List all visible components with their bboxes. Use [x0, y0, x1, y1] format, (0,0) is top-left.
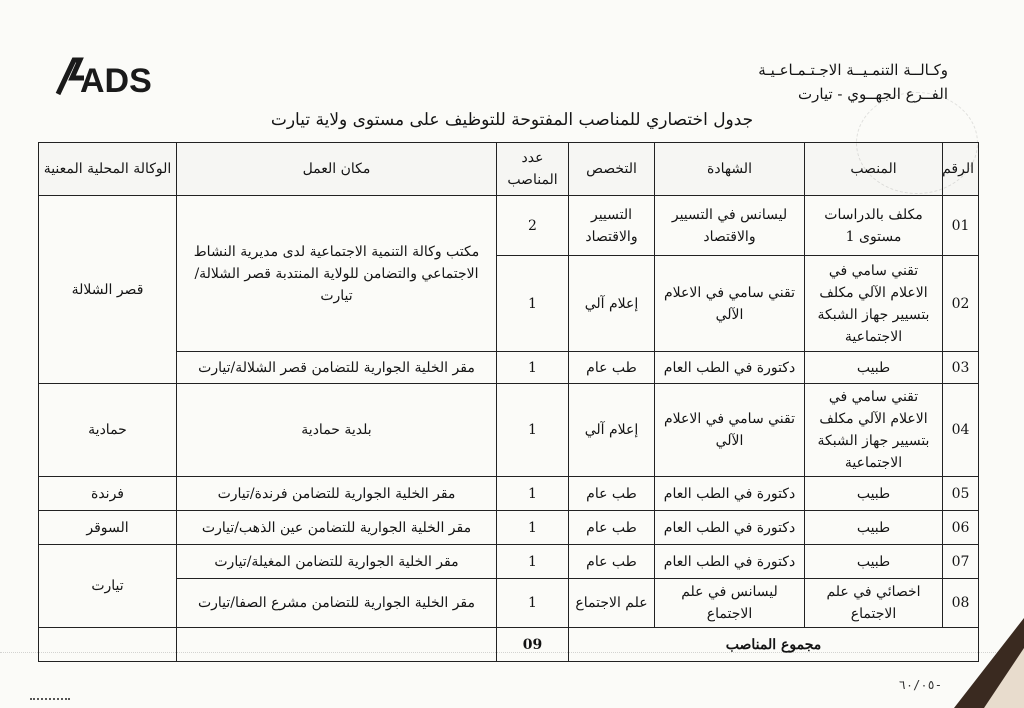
cell-rank: 06: [943, 511, 979, 545]
table-row: [39, 579, 979, 628]
cell-workplace: مقر الخلية الجوارية للتضامن فرندة/تيارت: [177, 477, 497, 511]
logo-text: ADS: [80, 62, 152, 100]
cell-certificate: دكتورة في الطب العام: [655, 511, 805, 545]
cell-certificate: ليسانس في علم الاجتماع: [655, 579, 805, 628]
cell-count: 1: [497, 477, 569, 511]
cell-local-agency: تيارت: [39, 545, 177, 628]
page-corner-fold-inner: [984, 648, 1024, 708]
header-count: عدد المناصب: [497, 143, 569, 196]
table-row: [39, 545, 979, 579]
table-row: [39, 352, 979, 384]
cell-workplace: مكتب وكالة التنمية الاجتماعية لدى مديرية النشاط الاجتماعي والتضامن للولاية المنتدبة قصر الشلالة/تيارت: [177, 196, 497, 352]
table-row: [39, 384, 979, 477]
cell-rank: 07: [943, 545, 979, 579]
cell-workplace: مقر الخلية الجوارية للتضامن مشرع الصفا/تيارت: [177, 579, 497, 628]
table-row: [39, 511, 979, 545]
cell-position: مكلف بالدراسات مستوى 1: [805, 196, 943, 256]
cell-count: 1: [497, 256, 569, 352]
cell-rank: 04: [943, 384, 979, 477]
cell-specialty: طب عام: [569, 511, 655, 545]
cell-position: تقني سامي في الاعلام الآلي مكلف بتسيير جهاز الشبكة الاجتماعية: [805, 256, 943, 352]
cell-specialty: طب عام: [569, 477, 655, 511]
cell-specialty: علم الاجتماع: [569, 579, 655, 628]
header-certificate: الشهادة: [655, 143, 805, 196]
cell-count: 1: [497, 579, 569, 628]
cell-specialty: التسيير والاقتصاد: [569, 196, 655, 256]
cell-workplace: مقر الخلية الجوارية للتضامن قصر الشلالة/تيارت: [177, 352, 497, 384]
cell-certificate: دكتورة في الطب العام: [655, 352, 805, 384]
cell-rank: 02: [943, 256, 979, 352]
cell-count: 1: [497, 352, 569, 384]
cell-workplace: مقر الخلية الجوارية للتضامن عين الذهب/تيارت: [177, 511, 497, 545]
total-empty-cell: [177, 628, 497, 662]
table-header-row: [39, 143, 979, 196]
positions-table: [38, 142, 979, 662]
cell-local-agency: فرندة: [39, 477, 177, 511]
cell-certificate: دكتورة في الطب العام: [655, 477, 805, 511]
cell-certificate: تقني سامي في الاعلام الآلي: [655, 256, 805, 352]
cell-workplace: بلدية حمادية: [177, 384, 497, 477]
total-value: 09: [497, 628, 569, 662]
header-workplace: مكان العمل: [177, 143, 497, 196]
ads-logo: [54, 54, 164, 100]
cell-local-agency: السوقر: [39, 511, 177, 545]
agency-name: وكـالــة التنمـيــة الاجـتـمـاعـيـة: [758, 61, 948, 79]
table-row: [39, 477, 979, 511]
cell-specialty: إعلام آلي: [569, 384, 655, 477]
cell-specialty: إعلام آلي: [569, 256, 655, 352]
table-row: [39, 196, 979, 256]
cell-certificate: تقني سامي في الاعلام الآلي: [655, 384, 805, 477]
page-number: ٦٠/٠٥-: [898, 678, 942, 692]
cell-specialty: طب عام: [569, 545, 655, 579]
cell-rank: 01: [943, 196, 979, 256]
cell-count: 1: [497, 511, 569, 545]
cell-specialty: طب عام: [569, 352, 655, 384]
cell-local-agency: حمادية: [39, 384, 177, 477]
cell-rank: 08: [943, 579, 979, 628]
cell-certificate: ليسانس في التسيير والاقتصاد: [655, 196, 805, 256]
agency-branch: الفــرع الجهــوي - تيارت: [798, 85, 948, 103]
document-title: جدول اختصاري للمناصب المفتوحة للتوظيف على مستوى ولاية تيارت: [270, 110, 754, 130]
cell-rank: 05: [943, 477, 979, 511]
cell-position: طبيب: [805, 545, 943, 579]
cell-count: 1: [497, 545, 569, 579]
cell-position: اخصائي في علم الاجتماع: [805, 579, 943, 628]
header-position: المنصب: [805, 143, 943, 196]
scan-mark: [30, 698, 70, 704]
header-specialty: التخصص: [569, 143, 655, 196]
total-label: مجموع المناصب: [569, 628, 979, 662]
cell-rank: 03: [943, 352, 979, 384]
cell-local-agency: قصر الشلالة: [39, 196, 177, 384]
cell-workplace: مقر الخلية الجوارية للتضامن المغيلة/تيارت: [177, 545, 497, 579]
total-empty-cell: [39, 628, 177, 662]
cell-position: طبيب: [805, 352, 943, 384]
cell-count: 2: [497, 196, 569, 256]
cell-count: 1: [497, 384, 569, 477]
scan-line: [0, 652, 1024, 653]
cell-position: طبيب: [805, 511, 943, 545]
header-rank: الرقم: [943, 143, 979, 196]
cell-position: تقني سامي في الاعلام الآلي مكلف بتسيير جهاز الشبكة الاجتماعية: [805, 384, 943, 477]
total-row: [39, 628, 979, 662]
cell-position: طبيب: [805, 477, 943, 511]
header-local-agency: الوكالة المحلية المعنية: [39, 143, 177, 196]
cell-certificate: دكتورة في الطب العام: [655, 545, 805, 579]
